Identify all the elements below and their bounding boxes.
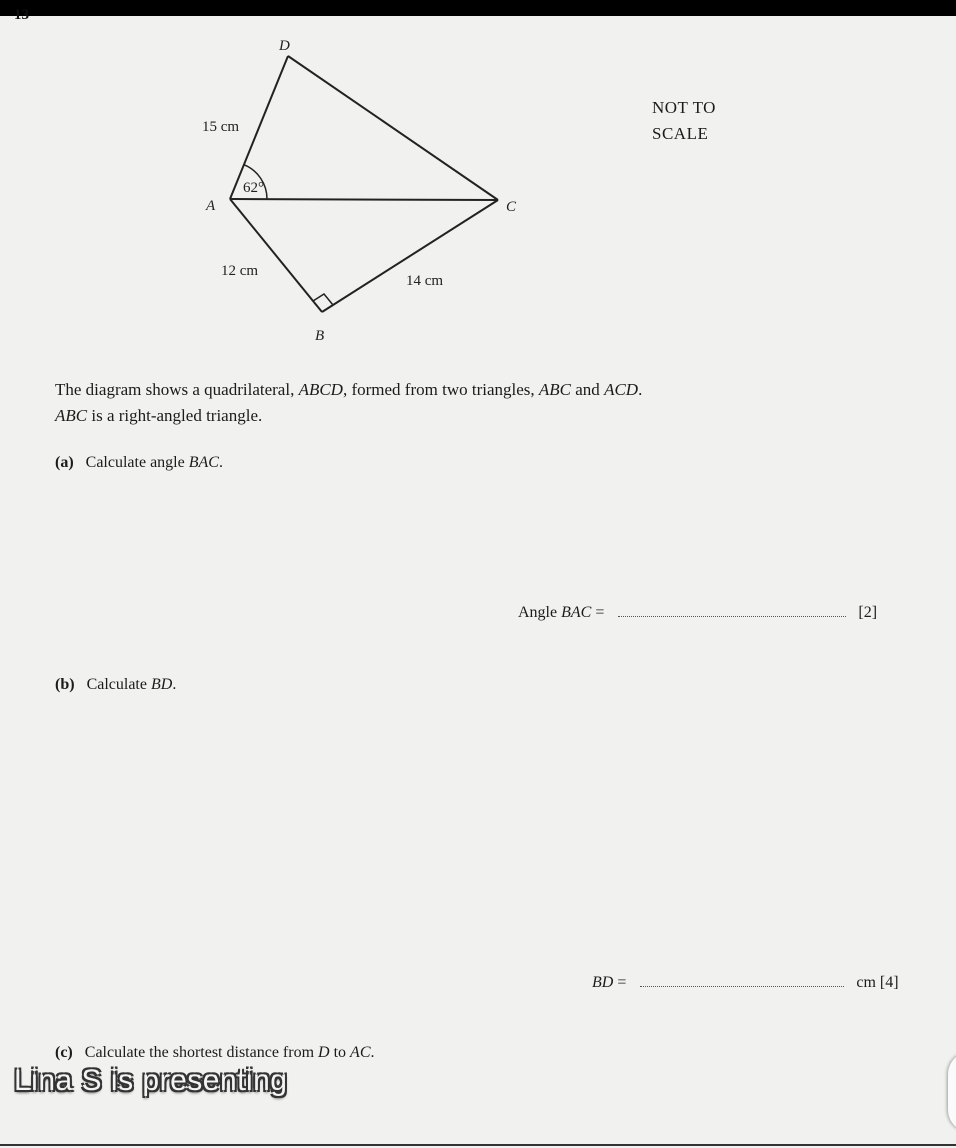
vertex-c-label: C [506, 199, 517, 215]
length-ad-label: 15 cm [202, 119, 240, 135]
part-b-question: (b) Calculate BD. [55, 676, 177, 693]
side-bc [322, 200, 498, 312]
side-ab [230, 199, 322, 312]
part-a-question: (a) Calculate angle BAC. [55, 454, 223, 471]
presenter-banner: Lina S is presenting [14, 1064, 288, 1097]
angle-62-label: 62° [243, 180, 264, 196]
vertex-b-label: B [315, 328, 325, 344]
side-dc [288, 56, 498, 200]
quadrilateral-diagram [0, 0, 956, 360]
question-number: 13 [14, 7, 29, 23]
intro-line-1: The diagram shows a quadrilateral, ABCD, formed from two triangles, ABC and ACD. [55, 380, 643, 399]
length-bc-label: 14 cm [406, 273, 444, 289]
diagonal-ac [230, 199, 498, 200]
intro-line-2: ABC is a right-angled triangle. [55, 406, 263, 425]
not-to-scale-line2: SCALE [652, 124, 709, 143]
presenter-video-tile[interactable] [948, 1052, 956, 1132]
vertex-d-label: D [279, 38, 290, 54]
vertex-a-label: A [206, 198, 216, 214]
bottom-divider [0, 1144, 956, 1146]
part-b-answer-line: BD = cm [4] [592, 974, 899, 991]
part-a-answer-line: Angle BAC = [2] [518, 604, 878, 621]
not-to-scale-line1: NOT TO [652, 98, 716, 117]
length-ab-label: 12 cm [221, 263, 259, 279]
part-c-question: (c) Calculate the shortest distance from D to AC. [55, 1044, 375, 1061]
